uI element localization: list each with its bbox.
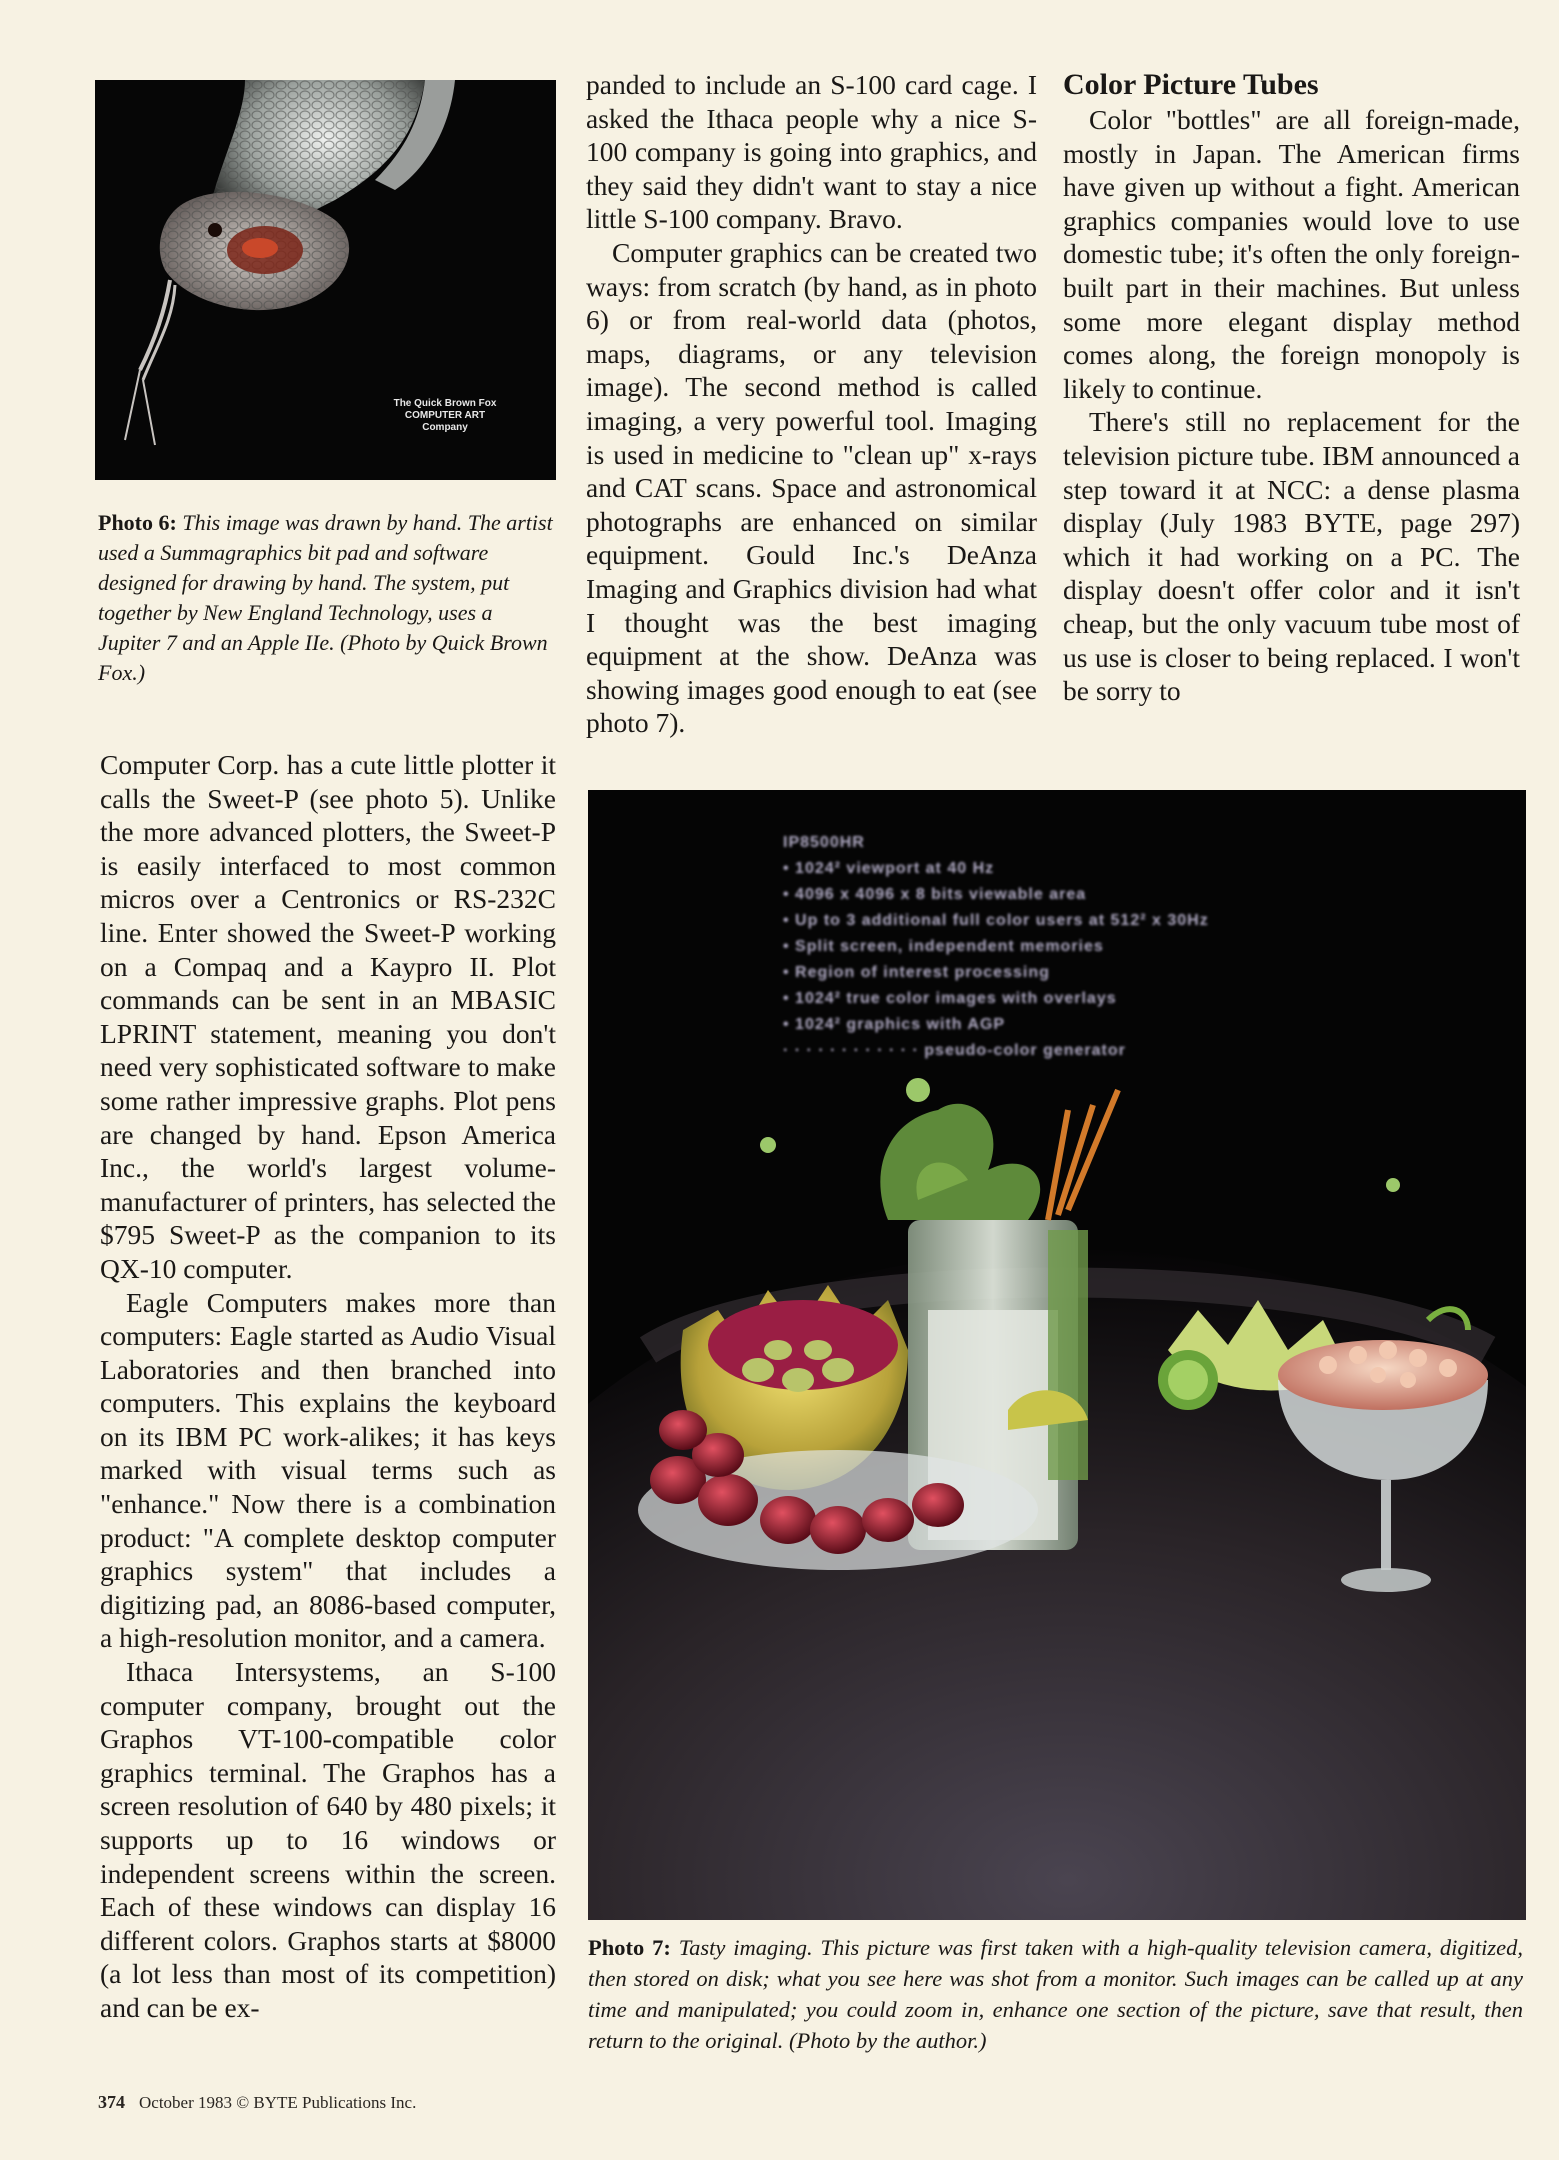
photo-7-caption [588,1932,1523,2056]
page-footer [98,2092,416,2113]
footer-text: October 1983 © BYTE Publications Inc. [139,2093,417,2112]
credit-line: Company [422,422,468,433]
screen-line: • Region of interest processing [783,964,1050,981]
page-number: 374 [98,2092,125,2112]
paragraph: panded to include an S-100 card cage. I asked the Ithaca people why a nice S-100 company is going into graphics, and they said they didn't want to stay a nice little S-100 company. Bravo. [586,69,1037,235]
screen-line: • 1024² viewport at 40 Hz [783,860,995,877]
monitor-screen-text [783,830,1483,1064]
credit-line: COMPUTER ART [404,410,486,421]
screen-line: • Up to 3 additional full color users at 512² x 30Hz [783,912,1209,929]
paragraph: Eagle Computers makes more than computers: Eagle started as Audio Visual Laboratories and then branched into computers. This explains the keyboard on its IBM PC work-alikes; it has keys marked with visual terms such as "enhance." Now there is a combination product: "A complete desktop computer graphics system" that includes a digitizing pad, an 8086-based computer, a high-resolution monitor, and a camera. [100,1286,556,1654]
photo-6-caption [98,508,556,688]
paragraph: Color "bottles" are all foreign-made, mostly in Japan. The American firms have given up without a fight. American graphics companies would love to use domestic tube; it's often the only foreign-built part in their machines. But unless some more elegant display method comes along, the foreign monopoly is likely to continue. [1063,104,1520,404]
photo-6-snake [95,80,556,480]
paragraph: There's still no replacement for the television picture tube. IBM announced a step toward it at NCC: a dense plasma display (July 1983 BYTE, page 297) which it had working on a PC. The display doesn't offer color and it isn't cheap, but the only vacuum tube most of us use is closer to being replaced. I won't be sorry to [1063,406,1520,707]
credit-line: The Quick Brown Fox [393,398,497,409]
screen-line: • 1024² true color images with overlays [783,990,1117,1007]
photo-7-food-monitor [588,790,1526,1920]
screen-line: IP8500HR [783,834,865,851]
section-heading: Color Picture Tubes [1063,68,1319,101]
screen-line: · · · · · · · · · · · · pseudo-color generator [783,1042,1126,1059]
article-column-3 [1063,68,1520,708]
article-column-1 [100,748,556,2025]
paragraph: Computer graphics can be created two ways: from scratch (by hand, as in photo 6) or from real-world data (photos, maps, diagrams, or any television image). The second method is called imaging, a very powerful tool. Imaging is used in medicine to "clean up" x-rays and CAT scans. Space and astronomical photographs are enhanced on similar equipment. Gould Inc.'s DeAnza Imaging and Graphics division had what I thought was the best imaging equipment at the show. DeAnza was showing images good enough to eat (see photo 7). [586,236,1037,739]
photo-7-caption-label: Photo 7: [588,1935,671,1960]
screen-line: • 1024² graphics with AGP [783,1016,1006,1033]
screen-line: • 4096 x 4096 x 8 bits viewable area [783,886,1087,903]
article-column-2 [586,68,1037,740]
photo-7-caption-text: Tasty imaging. This picture was first taken with a high-quality television camera, digitized, then stored on disk; what you see here was shot from a monitor. Such images can be called up at any time and manipulated; you could zoom in, enhance one section of the picture, save that result, then return to the original. (Photo by the author.) [588,1935,1523,2053]
photo-6-caption-text: This image was drawn by hand. The artist used a Summagraphics bit pad and software designed for drawing by hand. The system, put together by New England Technology, uses a Jupiter 7 and an Apple IIe. (Photo by Quick Brown Fox.) [98,510,553,685]
photo-6-caption-label: Photo 6: [98,510,177,535]
paragraph: Ithaca Intersystems, an S-100 computer company, brought out the Graphos VT-100-compatible color graphics terminal. The Graphos has a screen resolution of 640 by 480 pixels; it supports up to 16 windows or independent screens within the screen. Each of these windows can display 16 different colors. Graphos starts at $8000 (a lot less than most of its competition) and can be ex- [100,1656,556,2023]
photo-6-credit [370,398,520,434]
paragraph: Computer Corp. has a cute little plotter it calls the Sweet-P (see photo 5). Unlike the more advanced plotters, the Sweet-P is easily interfaced to most common micros over a Centronics or RS-232C line. Enter showed the Sweet-P working on a Compaq and a Kaypro II. Plot commands can be sent in an MBASIC LPRINT statement, meaning you don't need very sophisticated software to make some rather impressive graphs. Plot pens are changed by hand. Epson America Inc., the world's largest volume-manufacturer of printers, has selected the $795 Sweet-P as the companion to its QX-10 computer. [100,749,556,1284]
screen-line: • Split screen, independent memories [783,938,1104,955]
